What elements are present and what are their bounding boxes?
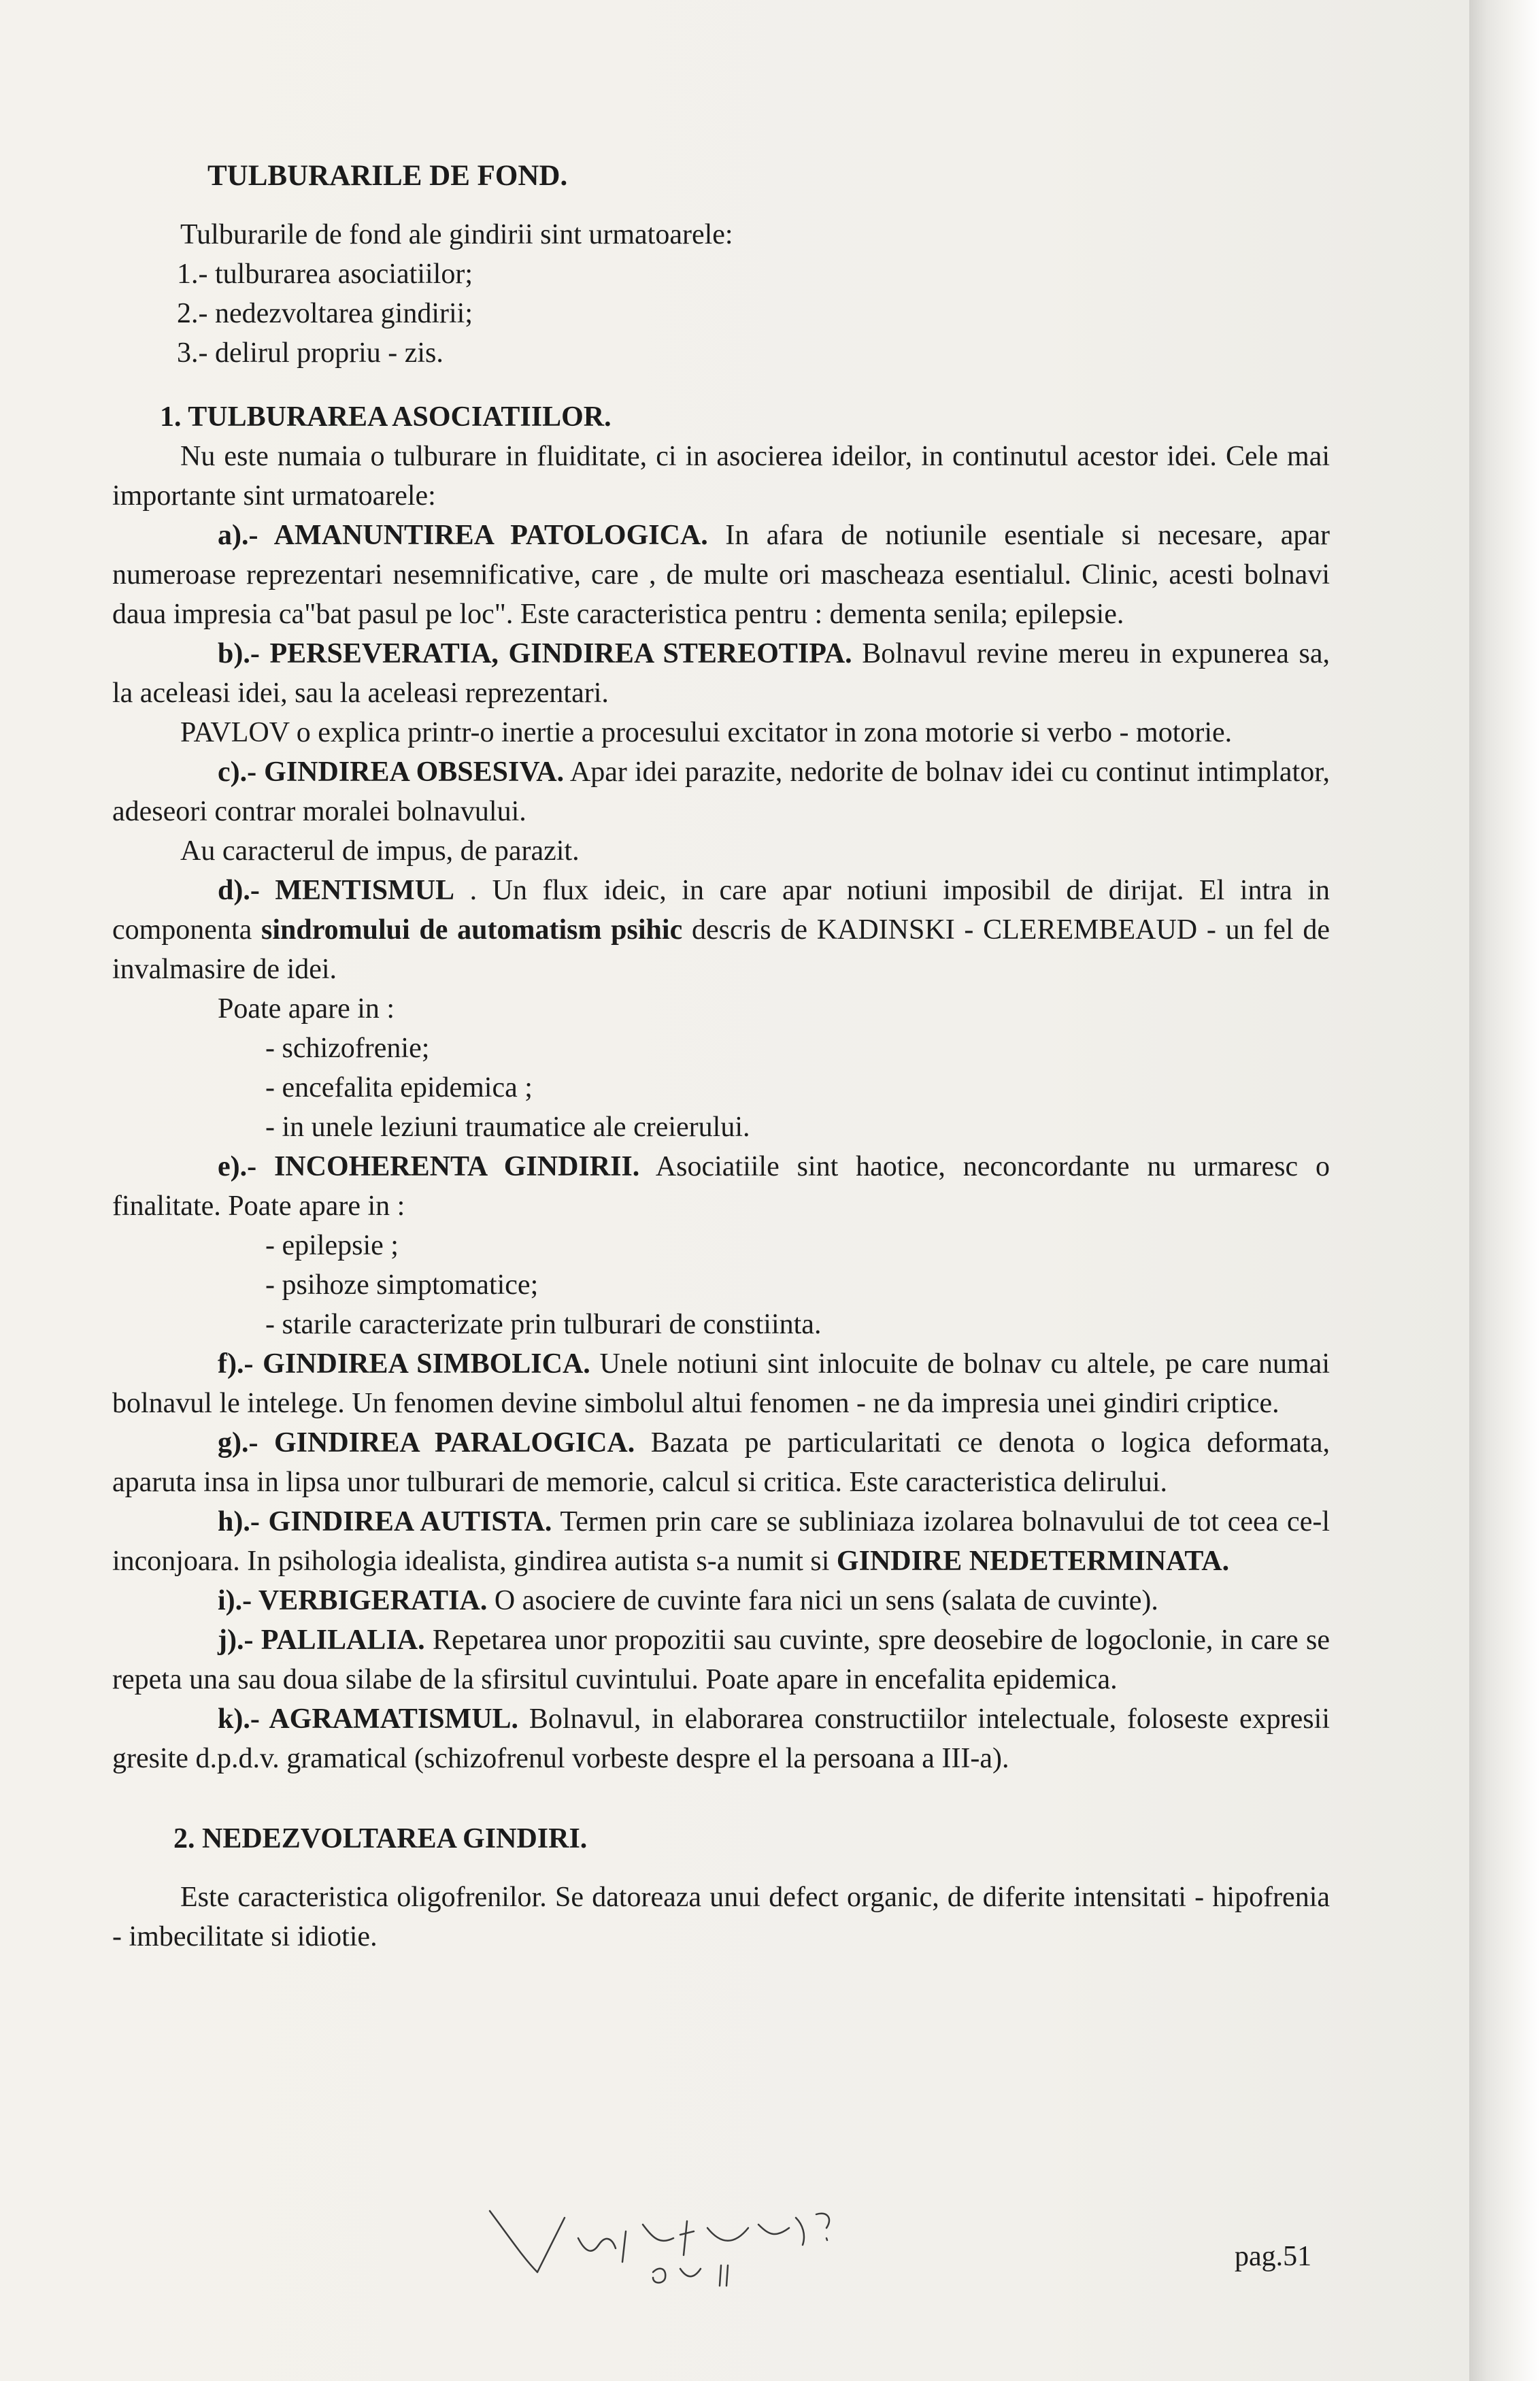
subsection-text: descris de KADINSKI - CLEREMBEAUD - un fel de invalmasire de idei. bbox=[112, 914, 1330, 985]
subsection-label: j).- PALILALIA. bbox=[218, 1625, 425, 1656]
intro-list-item: 1.- tulburarea asociatiilor; bbox=[177, 259, 473, 290]
subsection-label: f).- GINDIREA SIMBOLICA. bbox=[218, 1348, 590, 1380]
subsection-label: d).- MENTISMUL bbox=[218, 875, 455, 906]
subsection-label: b).- PERSEVERATIA, GINDIREA STEREOTIPA. bbox=[218, 638, 852, 669]
section-heading: 1. TULBURAREA ASOCIATIILOR. bbox=[160, 401, 612, 433]
subsection-c bbox=[112, 752, 1330, 831]
subsection-text: Bazata pe particularitati ce denota o logica deformata, aparuta insa in lipsa unor tulburari de memorie, calcul si critica. Este caracteristica delirului. bbox=[112, 1427, 1330, 1498]
subsection-label: k).- AGRAMATISMUL. bbox=[218, 1703, 519, 1735]
list-item: - epilepsie ; bbox=[265, 1230, 399, 1261]
subsection-text: Repetarea unor propozitii sau cuvinte, spre deosebire de logoclonie, in care se repeta una sau doua silabe de la sfirsitul cuvintului. Poate apare in encefalita epidemica. bbox=[112, 1625, 1330, 1695]
subsection-i bbox=[112, 1581, 1330, 1620]
subsection-text: In afara de notiunile esentiale si necesare, apar numeroase reprezentari nesemnificative, care , de multe ori mascheaza esentialul. Clinic, acesti bolnavi daua impresia ca"bat pasul pe loc". Este caracteristica pentru : dementa senila; epilepsie. bbox=[112, 520, 1330, 630]
section-paragraph: Nu este numaia o tulburare in fluiditate, ci in asocierea ideilor, in continutul acestor idei. Cele mai importante sint urmatoarele: bbox=[112, 441, 1330, 512]
subsection-text: Bolnavul revine mereu in expunerea sa, la aceleasi idei, sau la aceleasi reprezentari. bbox=[112, 638, 1330, 709]
subsection-text: O asociere de cuvinte fara nici un sens (salata de cuvinte). bbox=[487, 1585, 1158, 1616]
subsection-label: i).- VERBIGERATIA. bbox=[218, 1585, 488, 1616]
subsection-a bbox=[112, 516, 1330, 634]
subsection-bold-term: GINDIRE NEDETERMINATA. bbox=[836, 1546, 1230, 1577]
subsection-text: Termen prin care se subliniaza izolarea bolnavului de tot ceea ce-l inconjoara. In psihologia idealista, gindirea autista s-a numit si bbox=[112, 1506, 1330, 1577]
intro-text: Tulburarile de fond ale gindirii sint urmatoarele: bbox=[180, 219, 733, 250]
subsection-h bbox=[112, 1502, 1330, 1581]
subsection-d bbox=[112, 871, 1330, 989]
subsection-label: c).- GINDIREA OBSESIVA. bbox=[218, 756, 565, 788]
subsection-text: Apar idei parazite, nedorite de bolnav idei cu continut intimplator, adeseori contrar moralei bolnavului. bbox=[112, 756, 1330, 827]
page-edge-shadow bbox=[1469, 0, 1540, 2381]
subsection-label: a).- AMANUNTIREA PATOLOGICA. bbox=[218, 520, 708, 551]
page-number: pag.51 bbox=[1235, 2241, 1312, 2272]
subsection-k bbox=[112, 1699, 1330, 1778]
list-item: - starile caracterizate prin tulburari de constiinta. bbox=[265, 1309, 822, 1340]
subsection-text: Asociatiile sint haotice, neconcordante nu urmaresc o finalitate. Poate apare in : bbox=[112, 1151, 1330, 1222]
subsection-e bbox=[112, 1147, 1330, 1226]
section-paragraph: Este caracteristica oligofrenilor. Se datoreaza unui defect organic, de diferite intensitati - hipofrenia - imbecilitate si idiotie. bbox=[112, 1882, 1330, 1952]
list-item: - psihoze simptomatice; bbox=[265, 1269, 539, 1301]
subsection-label: h).- GINDIREA AUTISTA. bbox=[218, 1506, 552, 1537]
subsection-text: PAVLOV o explica printr-o inertie a procesului excitator in zona motorie si verbo - motorie. bbox=[180, 717, 1233, 748]
subsection-bold-term: sindromului de automatism psihic bbox=[261, 914, 683, 946]
list-item: - in unele leziuni traumatice ale creierului. bbox=[265, 1112, 750, 1143]
subsection-j bbox=[112, 1620, 1330, 1699]
subsection-text: Au caracterul de impus, de parazit. bbox=[180, 835, 580, 867]
intro-list-item: 2.- nedezvoltarea gindirii; bbox=[177, 298, 473, 329]
subsection-text: . Un flux ideic, in care apar notiuni imposibil de dirijat. El intra in componenta bbox=[112, 875, 1330, 946]
subsection-b bbox=[112, 634, 1330, 713]
subsection-text: Bolnavul, in elaborarea constructiilor intelectuale, foloseste expresii gresite d.p.d.v. gramatical (schizofrenul vorbeste despre el la persoana a III-a). bbox=[112, 1703, 1330, 1774]
subsection-text: Unele notiuni sint inlocuite de bolnav cu altele, pe care numai bolnavul le intelege. Un fenomen devine simbolul altui fenomen - ne da impresia unei gindiri criptice. bbox=[112, 1348, 1330, 1419]
handwritten-note-scribble bbox=[449, 2197, 925, 2306]
subsection-text: Poate apare in : bbox=[218, 993, 395, 1025]
page-title: TULBURARILE DE FOND. bbox=[207, 160, 568, 192]
document-body bbox=[112, 156, 1330, 1957]
list-item: - encefalita epidemica ; bbox=[265, 1072, 533, 1103]
intro-list-item: 3.- delirul propriu - zis. bbox=[177, 337, 443, 369]
section-heading: 2. NEDEZVOLTAREA GINDIRI. bbox=[173, 1823, 588, 1854]
subsection-f bbox=[112, 1344, 1330, 1423]
list-item: - schizofrenie; bbox=[265, 1033, 430, 1064]
subsection-g bbox=[112, 1423, 1330, 1502]
subsection-label: g).- GINDIREA PARALOGICA. bbox=[218, 1427, 635, 1459]
subsection-label: e).- INCOHERENTA GINDIRII. bbox=[218, 1151, 640, 1182]
